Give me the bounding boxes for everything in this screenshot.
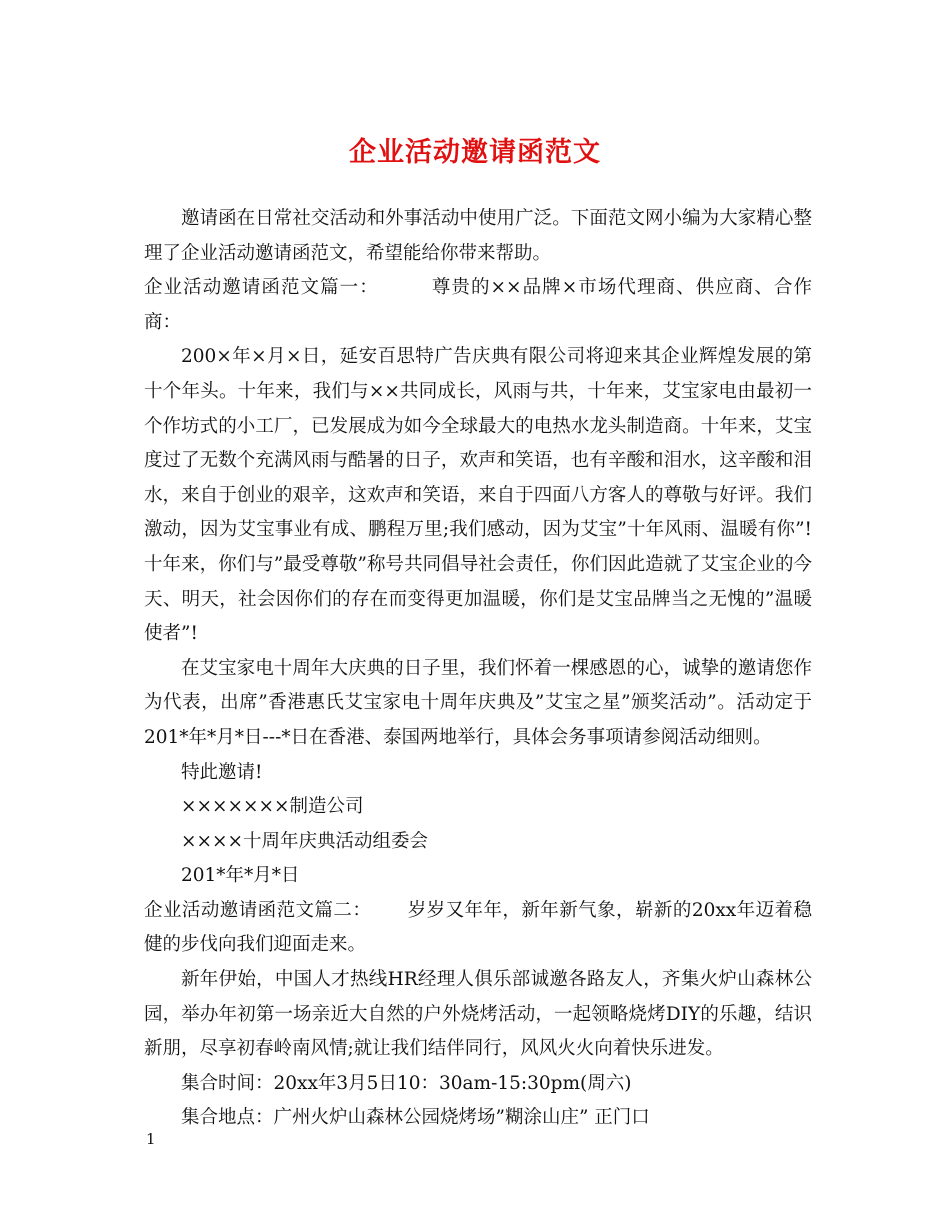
section-two-intro: 岁岁又年年，新年新气象，崭新的20xx年迈着稳健的步伐向我们迎面走来。 <box>144 899 812 956</box>
body-paragraph: 200×年×月×日，延安百思特广告庆典有限公司将迎来其企业辉煌发展的第十个年头。十年来，我们与××共同成长，风雨与共，十年来，艾宝家电由最初一个作坊式的小工厂，已发展成为如今全球最大的电热水龙头制造商。十年来，艾宝度过了无数个充满风雨与酷暑的日子，欢声和笑语，也有辛酸和泪水，这辛酸和泪水，来自于创业的艰辛，这欢声和笑语，来自于四面八方客人的尊敬与好评。我们激动，因为艾宝事业有成、鹏程万里;我们感动，因为艾宝”十年风雨、温暖有你”!十年来，你们与”最受尊敬”称号共同倡导社会责任，你们因此造就了艾宝企业的今天、明天，社会因你们的存在而变得更加温暖，你们是艾宝品牌当之无愧的”温暖使者”! <box>144 346 812 645</box>
document-body <box>144 202 812 1136</box>
salutation: 尊贵的××品牌×市场代理商、供应商、合作商： <box>144 277 812 333</box>
invitation-paragraph: 在艾宝家电十周年大庆典的日子里，我们怀着一棵感恩的心，诚挚的邀请您作为代表，出席”香港惠氏艾宝家电十周年庆典及”艾宝之星”颁奖活动”。活动定于201*年*月*日---*日在香港、泰国两地举行，具体会务事项请参阅活动细则。 <box>144 657 812 748</box>
meeting-time: 集合时间：20xx年3月5日10：30am-15:30pm(周六) <box>181 1072 632 1094</box>
meeting-place: 集合地点：广州火炉山森林公园烧烤场”糊涂山庄” 正门口 <box>181 1107 650 1129</box>
section-two-heading: 企业活动邀请函范文篇二： <box>144 899 372 921</box>
intro-paragraph: 邀请函在日常社交活动和外事活动中使用广泛。下面范文网小编为大家精心整理了企业活动邀请函范文，希望能给你带来帮助。 <box>144 208 812 264</box>
section-one-line <box>144 271 812 340</box>
signature-date: 201*年*月*日 <box>181 865 300 887</box>
document-title: 企业活动邀请函范文 <box>349 137 601 168</box>
signature-company: ×××××××制造公司 <box>181 796 364 818</box>
section-one-heading: 企业活动邀请函范文篇一： <box>144 277 379 299</box>
section-two-line <box>144 894 812 963</box>
signature-committee: ××××十周年庆典活动组委会 <box>181 830 429 852</box>
event-paragraph: 新年伊始，中国人才热线HR经理人俱乐部诚邀各路友人，齐集火炉山森林公园，举办年初第一场亲近大自然的户外烧烤活动，一起领略烧烤DIY的乐趣，结识新朋，尽享初春岭南风情;就让我们结伴同行，风风火火向着快乐进发。 <box>144 969 812 1060</box>
closing-line: 特此邀请! <box>181 761 263 783</box>
page-number: 1 <box>146 1130 156 1148</box>
